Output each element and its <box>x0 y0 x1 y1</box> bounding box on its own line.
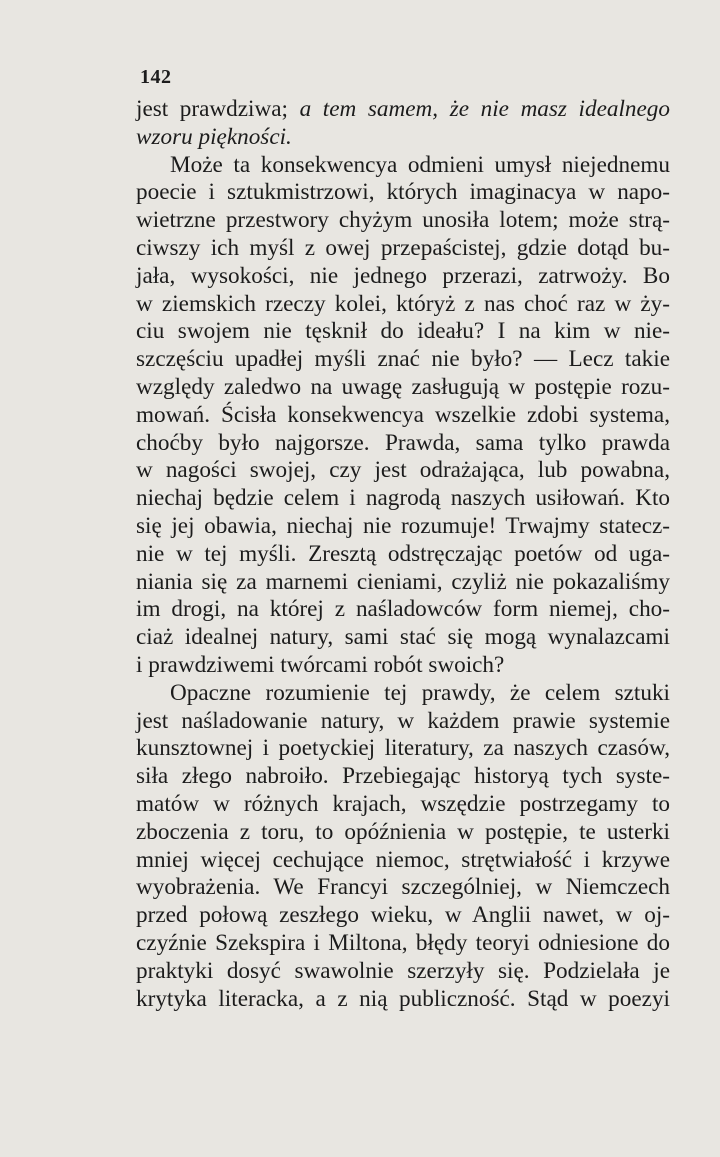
text-line <box>136 374 670 402</box>
text-line <box>136 541 670 569</box>
text-line <box>136 291 670 319</box>
text-segment: się jej obawia, niechaj nie rozumuje! Trwajmy statecz- <box>136 512 670 539</box>
text-segment: w ziemskich rzeczy kolei, któryż z nas choć raz w ży- <box>136 290 670 317</box>
text-line <box>136 874 670 902</box>
text-line <box>136 207 670 235</box>
text-segment: przed połową zeszłego wieku, w Anglii nawet, w oj- <box>136 902 670 929</box>
text-line <box>136 624 670 652</box>
text-segment: niania się za marnemi cieniami, czyliż nie pokazaliśmy <box>136 568 670 595</box>
text-segment: jest naśladowanie natury, w każdem prawie systemie <box>136 707 670 734</box>
text-segment: im drogi, na której z naśladowców form niemej, cho- <box>136 596 670 623</box>
text-line <box>136 263 670 291</box>
text-segment: niechaj będzie celem i nagrodą naszych usiłowań. Kto <box>136 485 670 512</box>
italic-segment: a tem samem, że nie masz idealnego <box>299 96 670 122</box>
text-line <box>136 179 670 207</box>
text-segment: mniej więcej cechujące niemoc, strętwiałość i krzywe <box>136 846 670 873</box>
text-segment: Opaczne rozumienie tej prawdy, że celem sztuki <box>170 679 670 706</box>
text-line <box>136 152 670 180</box>
text-line <box>136 346 670 374</box>
text-segment: i prawdziwemi twórcami robót swoich? <box>136 651 505 678</box>
text-line <box>136 902 670 930</box>
text-segment: jest prawdziwa; <box>136 96 300 122</box>
text-segment: choćby było najgorsze. Prawda, sama tylko prawda <box>136 429 670 456</box>
text-line <box>136 819 670 847</box>
text-segment: wietrzne przestwory chyżym unosiła lotem; może strą- <box>136 207 670 234</box>
text-segment: ciu swojem nie tęsknił do ideału? I na kim w nie- <box>136 318 670 345</box>
text-segment: praktyki dosyć swawolnie szerzyły się. Podzielała je <box>136 957 670 984</box>
text-line <box>136 402 670 430</box>
text-segment: jała, wysokości, nie jednego przerazi, zatrwoży. Bo <box>136 262 670 289</box>
text-line <box>136 930 670 958</box>
body-text <box>136 96 670 1013</box>
text-segment: siła złego nabroiło. Przebiegając historyą tych syste- <box>136 763 670 790</box>
text-line <box>136 513 670 541</box>
text-line <box>136 457 670 485</box>
text-line <box>136 791 670 819</box>
text-segment: krytyka literacka, a z nią publiczność. Stąd w poezyi <box>136 985 670 1012</box>
italic-segment: wzoru piękności. <box>136 123 292 150</box>
text-segment: matów w różnych krajach, wszędzie postrzegamy to <box>136 790 670 817</box>
text-line <box>136 124 670 152</box>
text-line <box>136 708 670 736</box>
text-line <box>136 958 670 986</box>
page-number: 142 <box>140 66 172 88</box>
text-line <box>136 680 670 708</box>
text-segment: czyźnie Szekspira i Miltona, błędy teoryi odniesione do <box>136 929 670 956</box>
text-line <box>136 235 670 263</box>
text-segment: ciaż idealnej natury, sami stać się mogą wynalazcami <box>136 624 670 651</box>
text-line <box>136 596 670 624</box>
text-line <box>136 569 670 597</box>
text-line <box>136 847 670 875</box>
text-segment: kunsztownej i poetyckiej literatury, za naszych czasów, <box>136 735 670 762</box>
text-segment: wyobrażenia. We Francyi szczególniej, w Niemczech <box>136 874 670 901</box>
text-segment: szczęściu upadłej myśli znać nie było? — Lecz takie <box>136 346 670 373</box>
text-segment: w nagości swojej, czy jest odrażająca, lub powabna, <box>136 457 670 484</box>
text-line <box>136 430 670 458</box>
text-segment: względy zaledwo na uwagę zasługują w postępie rozu- <box>136 373 670 400</box>
text-segment: mowań. Ścisła konsekwencya wszelkie zdobi systema, <box>136 401 670 428</box>
text-segment: zboczenia z toru, to opóźnienia w postępie, te usterki <box>136 818 670 845</box>
text-line <box>136 96 670 124</box>
text-line <box>136 986 670 1014</box>
text-segment: ciwszy ich myśl z owej przepaścistej, gdzie dotąd bu- <box>136 234 670 261</box>
text-line <box>136 318 670 346</box>
text-line <box>136 763 670 791</box>
text-line <box>136 735 670 763</box>
text-segment: nie w tej myśli. Zresztą odstręczając poetów od uga- <box>136 540 670 567</box>
text-line <box>136 485 670 513</box>
text-segment: Może ta konsekwencya odmieni umysł niejednemu <box>170 151 670 178</box>
text-line <box>136 652 670 680</box>
text-segment: poecie i sztukmistrzowi, których imaginacya w napo- <box>136 179 670 206</box>
